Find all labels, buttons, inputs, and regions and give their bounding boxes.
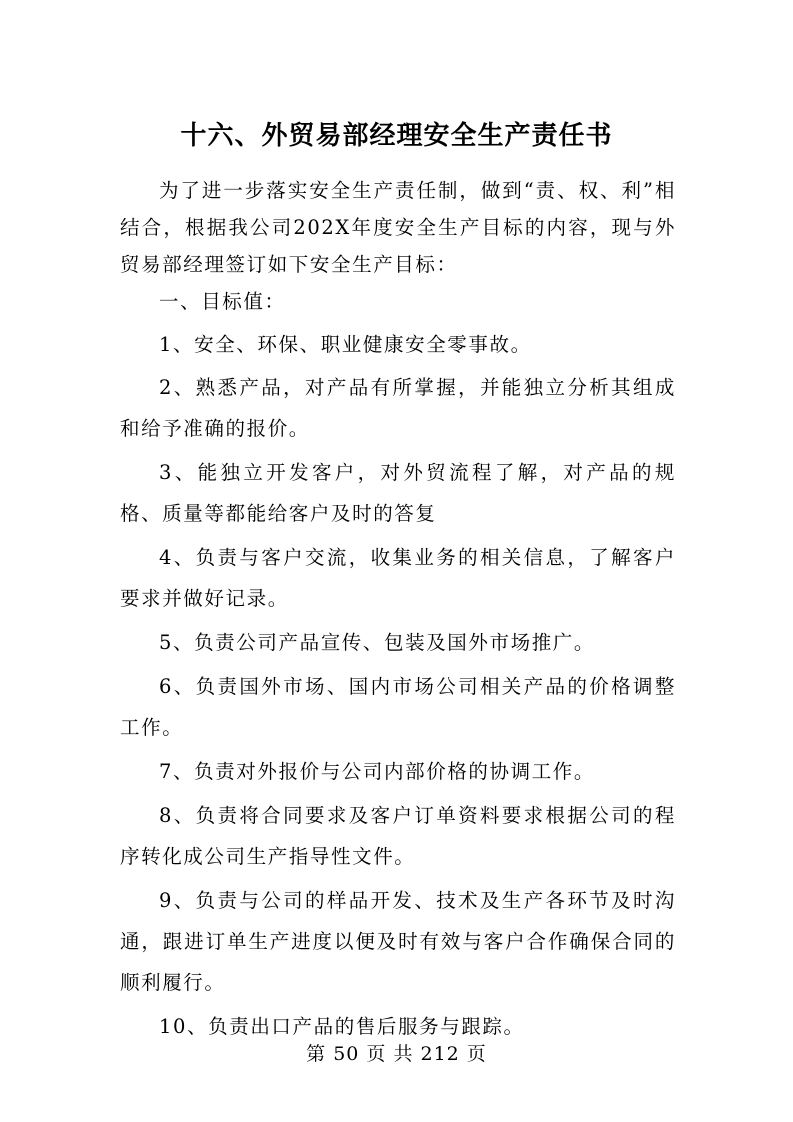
page-title: 十六、外贸易部经理安全生产责任书 [180,121,613,151]
page-number-footer: 第 50 页 共 212 页 [306,1043,487,1065]
intro-paragraph: 为了进一步落实安全生产责任制，做到“责、权、利”相结合，根据我公司202X年度安全生产目标的内容，现与外贸易部经理签订如下安全生产目标： [120,179,676,276]
section-heading-targets: 一、目标值： [159,290,286,313]
list-item: 6、负责国外市场、国内市场公司相关产品的价格调整工作。 [120,675,676,739]
list-item: 10、负责出口产品的售后服务与跟踪。 [159,1015,525,1038]
list-item: 2、熟悉产品，对产品有所掌握，并能独立分析其组成和给予准确的报价。 [120,376,676,440]
list-item: 8、负责将合同要求及客户订单资料要求根据公司的程序转化成公司生产指导性文件。 [120,804,676,868]
list-item: 3、能独立开发客户，对外贸流程了解，对产品的规格、质量等都能给客户及时的答复 [120,461,676,525]
document-body [120,172,676,1047]
list-item: 9、负责与公司的样品开发、技术及生产各环节及时沟通，跟进订单生产进度以便及时有效与客户合作确保合同的顺利履行。 [120,889,676,994]
list-item: 7、负责对外报价与公司内部价格的协调工作。 [159,760,596,783]
list-item: 4、负责与客户交流，收集业务的相关信息，了解客户要求并做好记录。 [120,546,676,610]
list-item: 5、负责公司产品宣传、包装及国外市场推广。 [159,631,596,654]
list-item: 1、安全、环保、职业健康安全零事故。 [159,333,532,356]
